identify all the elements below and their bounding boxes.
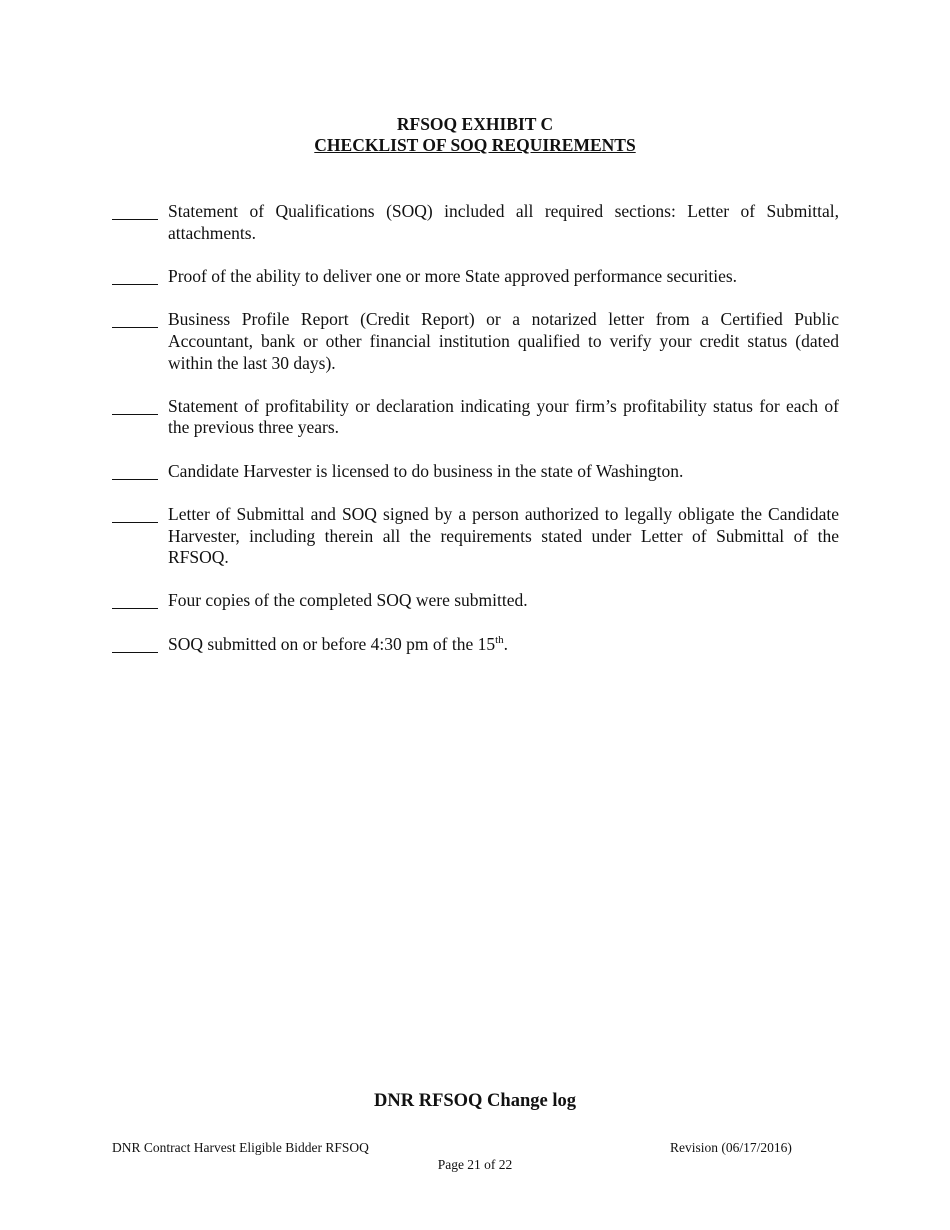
checklist-item xyxy=(112,201,839,244)
footer-revision: Revision (06/17/2016) xyxy=(670,1140,792,1155)
ordinal-suffix: th xyxy=(495,633,504,646)
checklist-item-end: . xyxy=(503,633,509,654)
checklist-item-text: Statement of profitability or declaration indicating your firm’s profitability status for each of the previous three years. xyxy=(168,395,839,438)
checklist-item-text: Candidate Harvester is licensed to do business in the state of Washington. xyxy=(168,460,684,481)
checklist-item-text: Proof of the ability to deliver one or more State approved performance securities. xyxy=(168,265,738,286)
footer-document-name: DNR Contract Harvest Eligible Bidder RFSOQ xyxy=(112,1140,369,1155)
checklist-item-text: Statement of Qualifications (SOQ) included all required sections: Letter of Submittal, attachments. xyxy=(168,201,839,243)
checklist-item xyxy=(112,461,839,483)
checklist-title: CHECKLIST OF SOQ REQUIREMENTS xyxy=(314,135,636,155)
requirements-checklist xyxy=(112,201,839,677)
checklist-item xyxy=(112,634,839,656)
checklist-item xyxy=(112,266,839,288)
checklist-item-text: Four copies of the completed SOQ were submitted. xyxy=(168,590,528,611)
checklist-item xyxy=(112,504,839,569)
checklist-item-text: Letter of Submittal and SOQ signed by a person authorized to legally obligate the Candidate Harvester, including therein all the requirements stated under Letter of Submittal of the RFSOQ. xyxy=(168,503,839,568)
checklist-item-text: Business Profile Report (Credit Report) or a notarized letter from a Certified Public Accountant, bank or other financial institution qualified to verify your credit status (dated within the last 30 days). xyxy=(168,309,839,373)
footer-page-number: Page 21 of 22 xyxy=(437,1157,513,1172)
checklist-item xyxy=(112,396,839,439)
changelog-title: DNR RFSOQ Change log xyxy=(374,1091,576,1111)
checklist-item xyxy=(112,590,839,612)
exhibit-title: RFSOQ EXHIBIT C xyxy=(396,114,554,134)
checklist-item xyxy=(112,309,839,374)
page-heading xyxy=(0,114,950,156)
checklist-item-main: SOQ submitted on or before 4:30 pm of the 15 xyxy=(168,633,496,654)
checklist-item-text xyxy=(168,634,508,654)
